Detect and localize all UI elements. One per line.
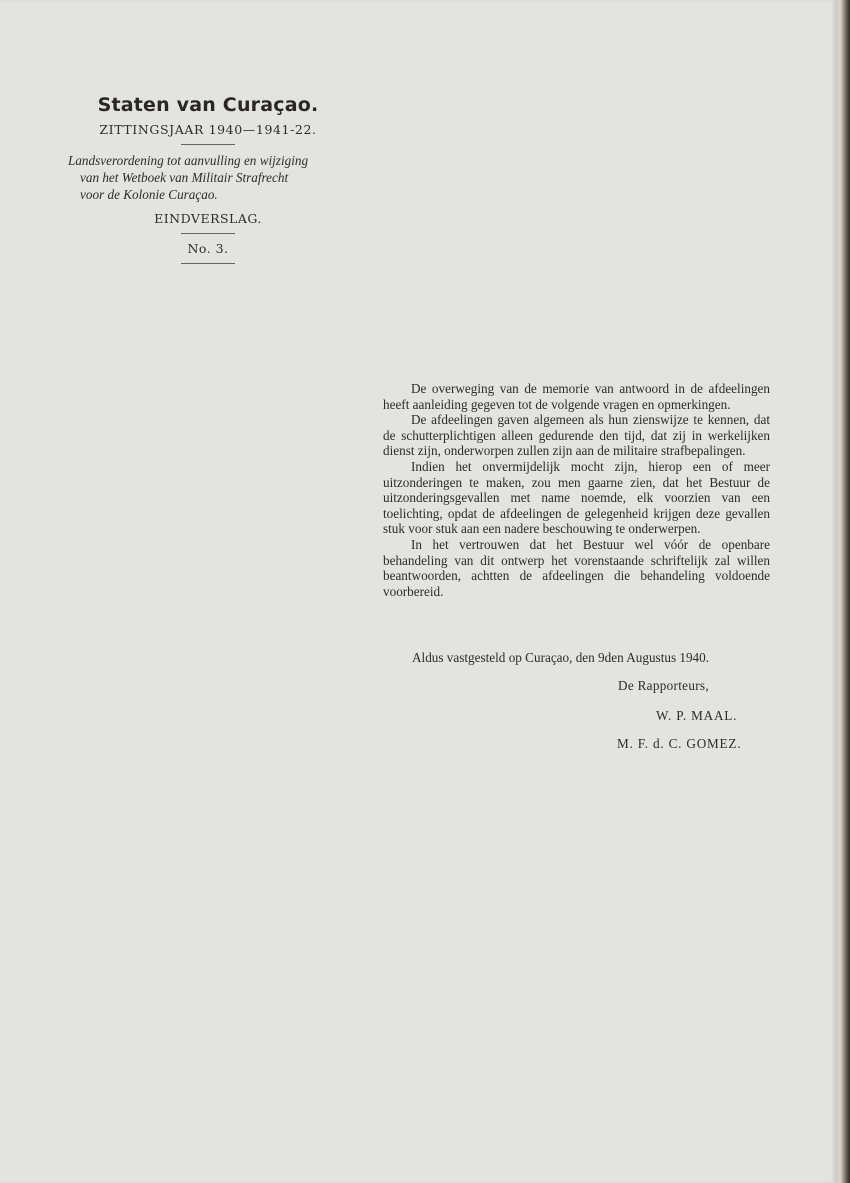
signatory-name: M. F. d. C. GOMEZ.: [617, 736, 742, 751]
body-paragraph: In het vertrouwen dat het Bestuur wel vóór de openbare behandeling van dit ontwerp het vorenstaande schriftelijk zal willen beantwoorden, achtten de afdeelingen die behandeling voldoende voorbereid.: [383, 536, 770, 599]
body-paragraph: Indien het onvermijdelijk mocht zijn, hierop een of meer uitzonderingen te maken, zou men gaarne zien, dat het Bestuur de uitzonderingsgevallen met name noemde, elk voorzien van een toelichting, opdat de afdeelingen de gelegenheid krijgen deze gevallen stuk voor stuk aan een nadere beschouwing te onderwerpen.: [383, 458, 770, 537]
body-paragraph: De overweging van de memorie van antwoord in de afdeelingen heeft aanleiding gegeven tot de volgende vragen en opmerkingen.: [383, 381, 770, 412]
document-subject: [68, 152, 350, 203]
divider: [181, 263, 235, 264]
report-number: No. 3.: [187, 241, 229, 256]
report-body: [383, 381, 770, 599]
document-title: Staten van Curaçao.: [97, 94, 319, 116]
subject-line: Landsverordening tot aanvulling en wijziging: [68, 153, 309, 168]
signatories-title: De Rapporteurs,: [618, 678, 709, 693]
divider: [181, 233, 235, 234]
document-header: [58, 94, 358, 271]
report-type: EINDVERSLAG.: [154, 211, 262, 226]
signatory-name: W. P. MAAL.: [656, 708, 738, 723]
session-year: ZITTINGSJAAR 1940—1941-22.: [99, 122, 317, 137]
adoption-statement: Aldus vastgesteld op Curaçao, den 9den Augustus 1940.: [412, 650, 710, 665]
divider: [181, 144, 235, 145]
body-paragraph: De afdeelingen gaven algemeen als hun zienswijze te kennen, dat de schutterplichtigen alleen gedurende den tijd, dat zij in werkelijken dienst zijn, onderworpen zullen zijn aan de militaire strafbepalingen.: [383, 412, 770, 459]
page-edge: [835, 0, 850, 1183]
subject-line: van het Wetboek van Militair Strafrecht: [80, 170, 289, 185]
subject-line: voor de Kolonie Curaçao.: [80, 187, 218, 202]
